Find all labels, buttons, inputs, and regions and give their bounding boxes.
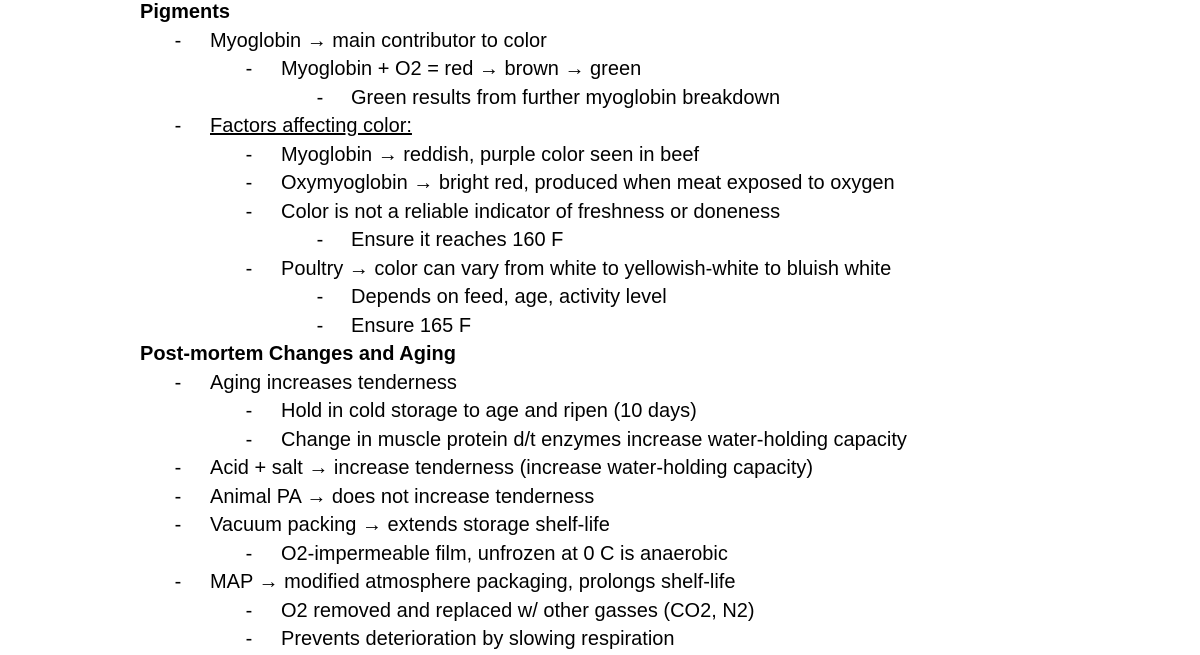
bullet-marker: - xyxy=(245,143,253,166)
list-item xyxy=(0,112,1200,141)
section-heading-postmortem: Post-mortem Changes and Aging xyxy=(140,343,456,365)
list-item-text: Depends on feed, age, activity level xyxy=(351,286,667,308)
list-item xyxy=(0,312,1200,341)
list-item-text: Prevents deterioration by slowing respiration xyxy=(281,628,675,650)
bullet-marker: - xyxy=(174,457,182,479)
list-item xyxy=(0,369,1200,398)
bullet-marker: - xyxy=(245,628,253,650)
bullet-marker: - xyxy=(245,599,253,622)
list-item-text: Oxymyoglobin → bright red, produced when meat exposed to oxygen xyxy=(281,172,895,194)
list-item xyxy=(0,283,1200,312)
list-item xyxy=(0,511,1200,540)
bullet-marker: - xyxy=(316,314,324,337)
list-item-text: Myoglobin → main contributor to color xyxy=(210,29,547,52)
subheading-factors-affecting-color: Factors affecting color: xyxy=(210,115,412,137)
list-item xyxy=(0,226,1200,255)
list-item xyxy=(0,426,1200,455)
bullet-marker: - xyxy=(245,428,253,451)
list-item xyxy=(0,397,1200,426)
list-item-text: Ensure it reaches 160 F xyxy=(351,229,564,251)
list-item-text: Myoglobin → reddish, purple color seen in beef xyxy=(281,143,700,166)
section-heading-pigments: Pigments xyxy=(140,1,231,23)
list-item xyxy=(0,141,1200,170)
list-item xyxy=(0,27,1200,56)
list-item-text: Aging increases tenderness xyxy=(210,371,457,394)
list-item xyxy=(0,597,1200,626)
bullet-marker: - xyxy=(245,58,253,80)
list-item xyxy=(0,198,1200,227)
list-item-text: Vacuum packing → extends storage shelf-life xyxy=(210,514,610,536)
bullet-marker: - xyxy=(174,115,182,137)
bullet-marker: - xyxy=(245,257,253,280)
bullet-marker: - xyxy=(316,229,324,251)
bullet-marker: - xyxy=(174,514,182,536)
list-item xyxy=(0,55,1200,84)
list-item-text: Ensure 165 F xyxy=(351,314,472,337)
bullet-marker: - xyxy=(174,29,182,52)
bullet-marker: - xyxy=(245,200,253,223)
list-item-text: Color is not a reliable indicator of freshness or doneness xyxy=(281,200,781,223)
list-item xyxy=(0,568,1200,597)
list-item-text: Green results from further myoglobin breakdown xyxy=(351,86,781,109)
list-item-text: Poultry → color can vary from white to yellowish-white to bluish white xyxy=(281,257,892,280)
bullet-marker: - xyxy=(245,400,253,422)
list-item-text: Animal PA → does not increase tenderness xyxy=(210,485,595,508)
bullet-marker: - xyxy=(245,172,253,194)
list-item-text: O2-impermeable film, unfrozen at 0 C is anaerobic xyxy=(281,542,728,565)
bullet-marker: - xyxy=(316,86,324,109)
list-item-text: O2 removed and replaced w/ other gasses (CO2, N2) xyxy=(281,599,755,622)
bullet-marker: - xyxy=(174,371,182,394)
list-item xyxy=(0,84,1200,113)
list-item xyxy=(0,483,1200,512)
list-item-text: Acid + salt → increase tenderness (increase water-holding capacity) xyxy=(210,457,814,479)
list-item xyxy=(0,625,1200,654)
bullet-marker: - xyxy=(316,286,324,308)
bullet-marker: - xyxy=(174,571,182,593)
list-item-text: MAP → modified atmosphere packaging, prolongs shelf-life xyxy=(210,571,736,593)
list-item xyxy=(0,169,1200,198)
bullet-marker: - xyxy=(174,485,182,508)
list-item xyxy=(0,540,1200,569)
list-item-text: Hold in cold storage to age and ripen (10 days) xyxy=(281,400,697,422)
list-item-text: Change in muscle protein d/t enzymes increase water-holding capacity xyxy=(281,428,907,451)
bullet-marker: - xyxy=(245,542,253,565)
list-item xyxy=(0,454,1200,483)
list-item xyxy=(0,255,1200,284)
list-item-text: Myoglobin + O2 = red → brown → green xyxy=(281,58,642,80)
